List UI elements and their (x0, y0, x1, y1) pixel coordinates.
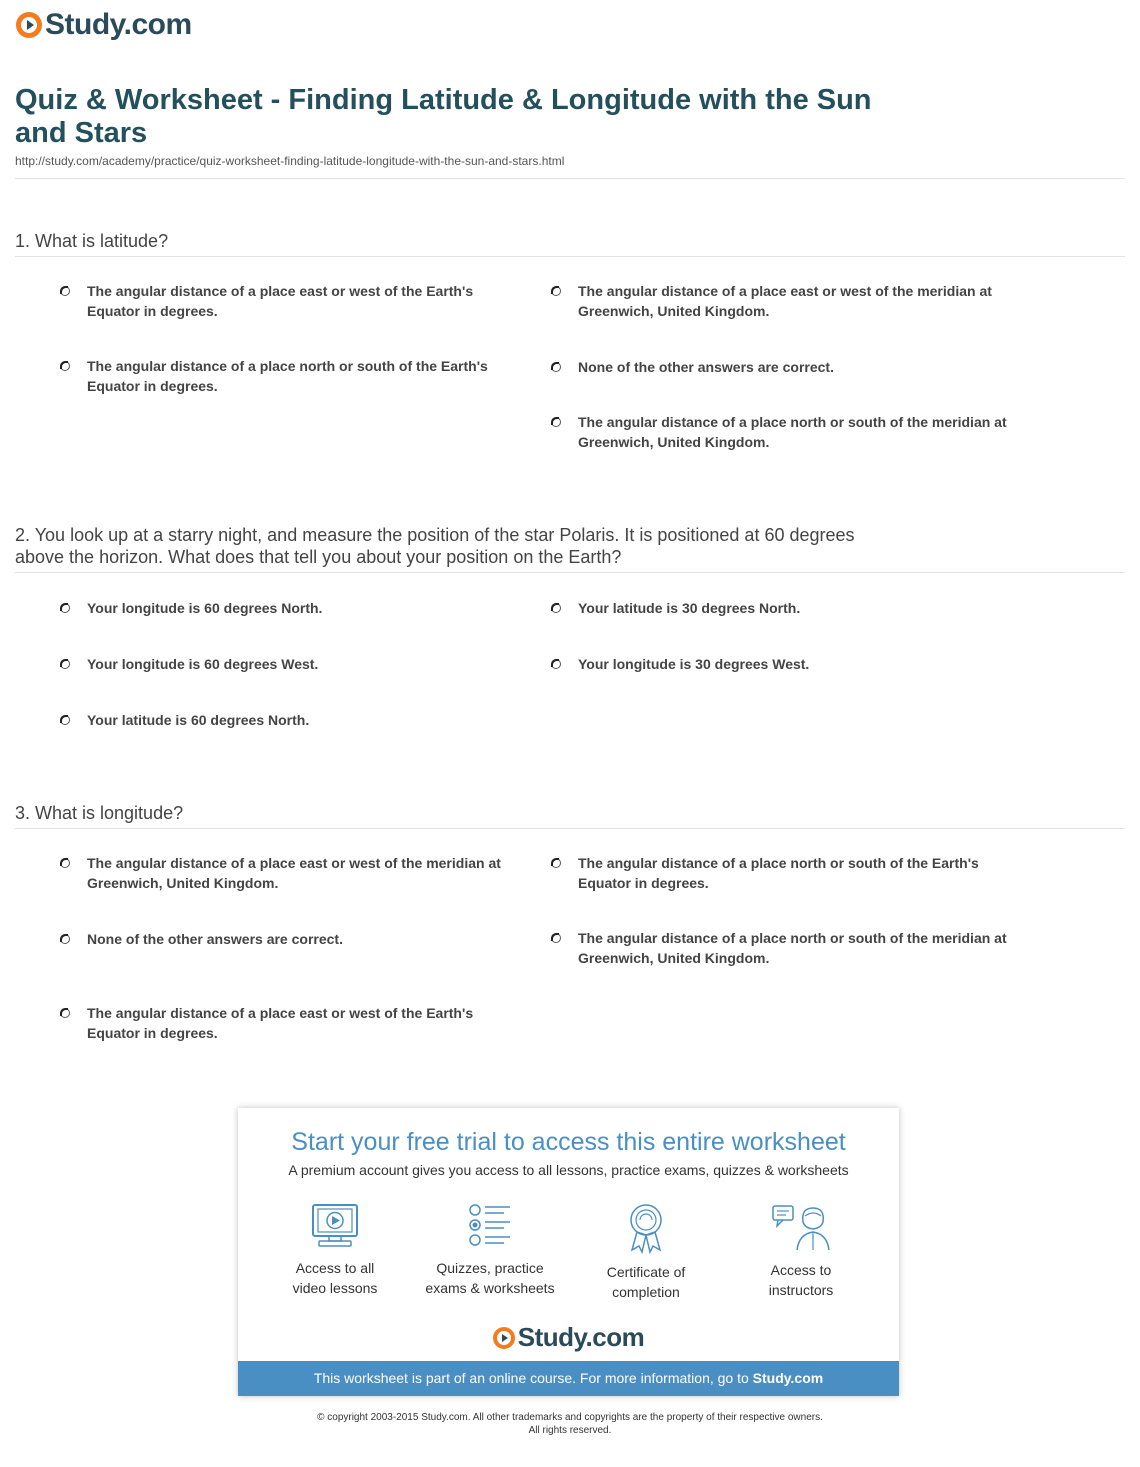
radio-button[interactable] (60, 659, 70, 669)
answer-option[interactable] (551, 928, 1018, 968)
answer-option[interactable] (60, 929, 527, 949)
answer-text: None of the other answers are correct. (578, 359, 834, 375)
rights-line: All rights reserved. (528, 1425, 612, 1436)
answer-text: Your latitude is 30 degrees North. (578, 600, 801, 616)
answer-option[interactable] (60, 654, 527, 674)
answer-text: The angular distance of a place east or west of the meridian at Greenwich, United Kingdom. (87, 855, 501, 891)
promo-title[interactable]: Start your free trial to access this entire worksheet (291, 1128, 846, 1156)
answer-text: The angular distance of a place north or south of the Earth's Equator in degrees. (578, 855, 979, 891)
study-link[interactable]: Study.com (752, 1370, 824, 1386)
instructor-chat-icon (771, 1202, 831, 1252)
radio-button[interactable] (60, 603, 70, 613)
feature-label: Certificate of completion (606, 1264, 686, 1300)
answer-text: Your longitude is 60 degrees West. (87, 656, 319, 672)
certificate-ribbon-icon (626, 1202, 666, 1254)
page-url[interactable]: http://study.com/academy/practice/quiz-worksheet-finding-latitude-longitude-with-the-sun-and-stars.html (15, 154, 565, 168)
divider (15, 178, 1125, 179)
answer-text: The angular distance of a place east or west of the meridian at Greenwich, United Kingdom. (578, 283, 992, 319)
radio-button[interactable] (60, 1008, 70, 1018)
divider (15, 256, 1125, 257)
play-logo-icon (493, 1327, 515, 1349)
copyright-line: © copyright 2003-2015 Study.com. All other trademarks and copyrights are the property of their respective owners. (317, 1412, 823, 1423)
question-3: 3. What is longitude? (15, 803, 184, 823)
promo-subtitle: A premium account gives you access to all lessons, practice exams, quizzes & worksheets (288, 1162, 849, 1178)
feature-quizzes (415, 1202, 565, 1298)
radio-button[interactable] (60, 715, 70, 725)
logo-wordmark: Study.com (517, 1322, 645, 1352)
video-lesson-icon (309, 1202, 361, 1250)
answer-option[interactable] (60, 356, 527, 396)
feature-label: Access to instructors (768, 1262, 834, 1298)
answer-option[interactable] (60, 1003, 527, 1043)
course-info-text: This worksheet is part of an online course. For more information, go to (313, 1370, 749, 1386)
feature-certificate (571, 1202, 721, 1302)
radio-button[interactable] (551, 603, 561, 613)
answer-option[interactable] (551, 853, 1018, 893)
radio-button[interactable] (60, 858, 70, 868)
answer-option[interactable] (551, 654, 1018, 674)
question-1: 1. What is latitude? (15, 231, 169, 251)
answer-option[interactable] (551, 281, 1018, 321)
radio-button[interactable] (551, 417, 561, 427)
play-logo-icon (16, 12, 42, 38)
course-info-bar (238, 1361, 899, 1396)
quiz-list-icon (466, 1202, 514, 1250)
feature-instructors (726, 1202, 876, 1300)
radio-button[interactable] (60, 361, 70, 371)
answer-text: The angular distance of a place east or west of the Earth's Equator in degrees. (87, 1005, 474, 1041)
answer-option[interactable] (60, 598, 527, 618)
radio-button[interactable] (60, 934, 70, 944)
divider (15, 572, 1125, 573)
radio-button[interactable] (551, 858, 561, 868)
answer-text: Your latitude is 60 degrees North. (87, 712, 310, 728)
answer-option[interactable] (551, 357, 1018, 377)
feature-label: Quizzes, practice exams & worksheets (425, 1260, 555, 1296)
feature-video-lessons (260, 1202, 410, 1298)
answer-option[interactable] (551, 598, 1018, 618)
page-title: Quiz & Worksheet - Finding Latitude & Longitude with the Sun and Stars (15, 84, 872, 149)
study-logo[interactable] (16, 8, 192, 42)
answer-option[interactable] (551, 412, 1018, 452)
divider (15, 828, 1125, 829)
answer-text: The angular distance of a place north or south of the Earth's Equator in degrees. (87, 358, 488, 394)
answer-text: The angular distance of a place north or south of the meridian at Greenwich, United Kingdom. (578, 414, 1007, 450)
radio-button[interactable] (551, 362, 561, 372)
radio-button[interactable] (60, 286, 70, 296)
radio-button[interactable] (551, 933, 561, 943)
radio-button[interactable] (551, 659, 561, 669)
answer-option[interactable] (60, 853, 527, 893)
question-2: 2. You look up at a starry night, and measure the position of the star Polaris. It is positioned at 60 degrees above the horizon. What does that tell you about your position on the Earth? (15, 525, 855, 567)
radio-button[interactable] (551, 286, 561, 296)
answer-text: None of the other answers are correct. (87, 931, 343, 947)
answer-text: The angular distance of a place north or south of the meridian at Greenwich, United Kingdom. (578, 930, 1007, 966)
feature-label: Access to all video lessons (292, 1260, 378, 1296)
answer-text: Your longitude is 30 degrees West. (578, 656, 810, 672)
answer-text: Your longitude is 60 degrees North. (87, 600, 323, 616)
free-trial-promo (238, 1108, 899, 1396)
promo-study-logo[interactable] (238, 1322, 899, 1353)
copyright-footer (0, 1411, 1140, 1437)
answer-option[interactable] (60, 710, 527, 730)
answer-text: The angular distance of a place east or west of the Earth's Equator in degrees. (87, 283, 474, 319)
answer-option[interactable] (60, 281, 527, 321)
logo-wordmark: Study.com (45, 8, 192, 41)
